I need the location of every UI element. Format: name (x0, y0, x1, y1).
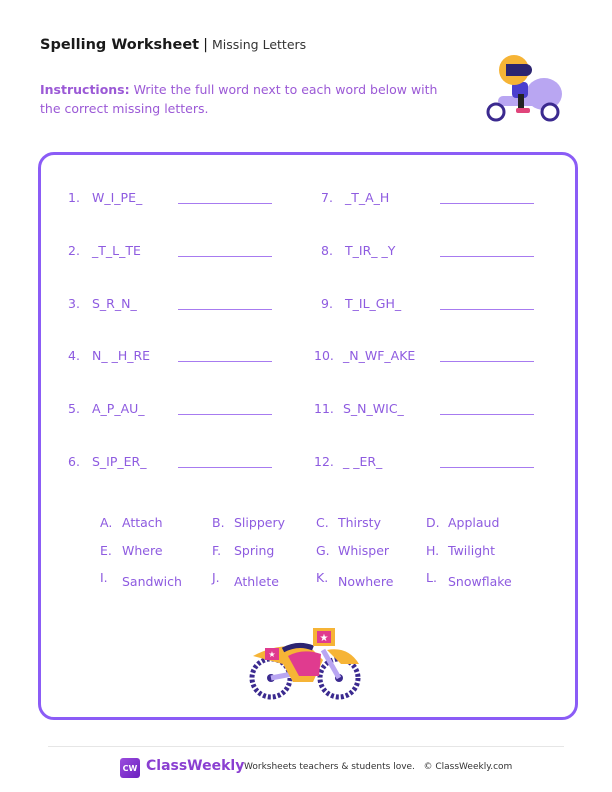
answer-line-4[interactable] (178, 361, 272, 362)
question-word: A_P_AU_ (92, 401, 145, 416)
question-word: W_I_PE_ (92, 190, 143, 205)
question-number: 10. (314, 348, 334, 363)
question-10 (314, 348, 416, 363)
question-number: 12. (314, 454, 334, 469)
question-number: 7. (321, 190, 333, 205)
choice-l (426, 570, 512, 589)
choice-word: Athlete (234, 574, 279, 589)
choice-word: Sandwich (122, 574, 182, 589)
choice-k (316, 570, 393, 589)
choice-b (212, 515, 285, 530)
choice-word: Nowhere (338, 574, 394, 589)
choice-d (426, 515, 499, 530)
question-number: 5. (68, 401, 80, 416)
question-word: S_IP_ER_ (92, 454, 147, 469)
choice-letter: B. (212, 515, 225, 530)
question-11 (314, 401, 404, 416)
choice-word: Snowflake (448, 574, 512, 589)
question-number: 6. (68, 454, 80, 469)
answer-line-3[interactable] (178, 309, 272, 310)
choice-letter: I. (100, 570, 108, 585)
choice-word: Whisper (338, 543, 390, 558)
choice-word: Thirsty (338, 515, 381, 530)
worksheet-header (40, 37, 306, 53)
question-1 (68, 190, 143, 205)
choice-letter: C. (316, 515, 329, 530)
answer-line-11[interactable] (440, 414, 534, 415)
choice-h (426, 543, 495, 558)
question-9 (321, 296, 402, 311)
svg-text:★: ★ (268, 650, 276, 659)
choice-word: Applaud (448, 515, 500, 530)
worksheet-subtitle: Missing Letters (212, 37, 307, 52)
choice-j (212, 570, 279, 589)
question-number: 4. (68, 348, 80, 363)
choice-letter: A. (100, 515, 113, 530)
choice-word: Attach (122, 515, 163, 530)
choice-letter: D. (426, 515, 440, 530)
answer-line-2[interactable] (178, 256, 272, 257)
choice-a (100, 515, 163, 530)
instructions (40, 80, 460, 118)
choice-word: Spring (234, 543, 275, 558)
question-5 (68, 401, 145, 416)
question-8 (321, 243, 396, 258)
choice-word: Slippery (234, 515, 285, 530)
choice-e (100, 543, 163, 558)
instructions-label: Instructions: (40, 82, 130, 97)
choice-f (212, 543, 274, 558)
title-separator: | (203, 37, 208, 53)
choice-letter: L. (426, 570, 437, 585)
scooter-rider-illustration (478, 50, 568, 125)
worksheet-title: Spelling Worksheet (40, 37, 200, 53)
question-number: 2. (68, 243, 80, 258)
question-number: 9. (321, 296, 333, 311)
answer-line-8[interactable] (440, 256, 534, 257)
choice-letter: J. (212, 570, 220, 585)
question-word: S_N_WIC_ (343, 401, 404, 416)
question-word: _ _ER_ (343, 454, 383, 469)
question-word: S_R_N_ (92, 296, 137, 311)
question-word: N_ _H_RE (92, 348, 151, 363)
question-number: 8. (321, 243, 333, 258)
question-12 (314, 454, 383, 469)
choice-letter: F. (212, 543, 222, 558)
answer-line-6[interactable] (178, 467, 272, 468)
question-word: _N_WF_AKE (343, 348, 416, 363)
question-word: T_IL_GH_ (345, 296, 402, 311)
question-number: 11. (314, 401, 334, 416)
question-number: 1. (68, 190, 80, 205)
answer-line-9[interactable] (440, 309, 534, 310)
choice-letter: H. (426, 543, 440, 558)
instructions-text: Write the full word next to each word below with the correct missing letters. (40, 82, 438, 116)
answer-line-12[interactable] (440, 467, 534, 468)
question-4 (68, 348, 151, 363)
brand-name: ClassWeekly (146, 758, 245, 774)
answer-line-7[interactable] (440, 203, 534, 204)
choice-word: Where (122, 543, 163, 558)
choice-letter: K. (316, 570, 329, 585)
choice-g (316, 543, 389, 558)
question-number: 3. (68, 296, 80, 311)
svg-text:★: ★ (319, 633, 329, 644)
question-word: _T_A_H (345, 190, 390, 205)
choice-i (100, 570, 182, 589)
footer-tagline: Worksheets teachers & students love. © ClassWeekly.com (244, 762, 513, 772)
question-7 (321, 190, 390, 205)
question-word: _T_L_TE (92, 243, 141, 258)
choice-letter: G. (316, 543, 330, 558)
question-word: T_IR_ _Y (345, 243, 396, 258)
classweekly-logo-icon: CW (120, 758, 140, 778)
answer-line-1[interactable] (178, 203, 272, 204)
question-3 (68, 296, 137, 311)
question-2 (68, 243, 141, 258)
choice-c (316, 515, 381, 530)
motorbike-illustration (243, 620, 363, 705)
choice-word: Twilight (448, 543, 495, 558)
answer-line-5[interactable] (178, 414, 272, 415)
question-6 (68, 454, 147, 469)
footer-divider (48, 746, 564, 747)
answer-line-10[interactable] (440, 361, 534, 362)
choice-letter: E. (100, 543, 112, 558)
